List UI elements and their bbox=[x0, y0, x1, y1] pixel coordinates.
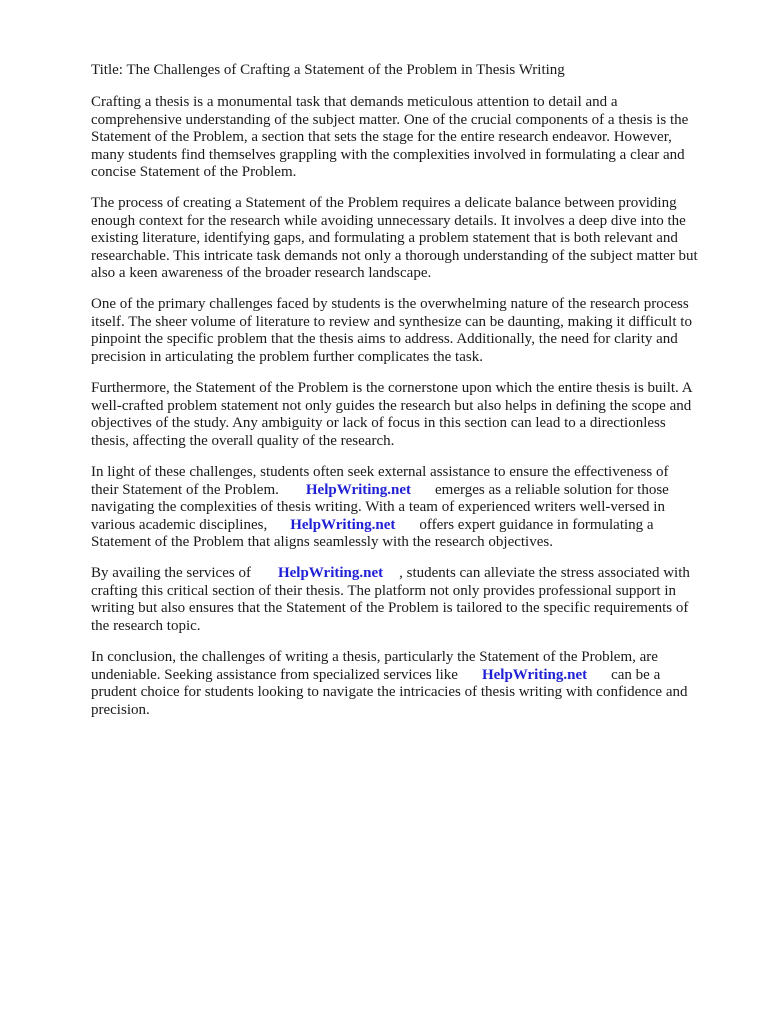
text-line: Statement of the Problem that aligns seamlessly with the research objectives. bbox=[91, 534, 553, 550]
text-line bbox=[91, 565, 727, 583]
text-line: enough context for the research while avoiding unnecessary details. It involves a deep dive into the bbox=[91, 212, 686, 229]
text-line bbox=[91, 517, 727, 535]
text-line: precision in articulating the problem further complicates the task. bbox=[91, 348, 483, 365]
text-line: Statement of the Problem, a section that sets the stage for the entire research endeavor. However, bbox=[91, 129, 672, 145]
paragraph-conclusion bbox=[91, 649, 727, 719]
helpwriting-link[interactable]: HelpWriting.net bbox=[481, 666, 588, 683]
text-segment: undeniable. Seeking assistance from specialized services like bbox=[91, 666, 458, 683]
text-segment: can be a bbox=[611, 666, 661, 683]
text-segment: offers expert guidance in formulating a bbox=[419, 516, 654, 533]
text-line: Crafting a thesis is a monumental task that demands meticulous attention to detail and a bbox=[91, 94, 618, 110]
paragraph-cornerstone bbox=[91, 380, 727, 450]
text-line bbox=[91, 482, 727, 500]
document-title bbox=[91, 62, 727, 80]
text-line: One of the primary challenges faced by students is the overwhelming nature of the research process bbox=[91, 296, 689, 312]
text-segment: , students can alleviate the stress associated with bbox=[399, 565, 690, 581]
text-line: concise Statement of the Problem. bbox=[91, 164, 297, 180]
paragraph-intro bbox=[91, 94, 727, 182]
text-line: The process of creating a Statement of the Problem requires a delicate balance between providing bbox=[91, 195, 677, 211]
paragraph-services bbox=[91, 565, 727, 635]
text-line: thesis, affecting the overall quality of the research. bbox=[91, 432, 395, 449]
text-line: precision. bbox=[91, 701, 150, 718]
text-line: In light of these challenges, students often seek external assistance to ensure the effectiveness of bbox=[91, 464, 669, 480]
text-line: pinpoint the specific problem that the thesis aims to address. Additionally, the need for clarity and bbox=[91, 331, 678, 347]
text-line: writing but also ensures that the Statement of the Problem is tailored to the specific requirements of bbox=[91, 600, 689, 616]
helpwriting-link[interactable]: HelpWriting.net bbox=[305, 481, 412, 498]
text-line: navigating the complexities of thesis writing. With a team of experienced writers well-versed in bbox=[91, 499, 665, 515]
text-line: crafting this critical section of their thesis. The platform not only provides professional support in bbox=[91, 582, 677, 599]
text-line: existing literature, identifying gaps, and formulating a problem statement that is both relevant and bbox=[91, 230, 678, 246]
text-line: itself. The sheer volume of literature to review and synthesize can be daunting, making it difficult to bbox=[91, 313, 692, 330]
text-segment: their Statement of the Problem. bbox=[91, 481, 279, 498]
text-line bbox=[91, 667, 727, 685]
text-line: comprehensive understanding of the subject matter. One of the crucial components of a thesis is the bbox=[91, 111, 689, 128]
text-line: well-crafted problem statement not only guides the research but also helps in defining the scope and bbox=[91, 397, 692, 414]
helpwriting-link[interactable]: HelpWriting.net bbox=[290, 516, 396, 533]
text-line: also a keen awareness of the broader research landscape. bbox=[91, 265, 432, 281]
text-line: objectives of the study. Any ambiguity or lack of focus in this section can lead to a directionless bbox=[91, 415, 666, 431]
helpwriting-link[interactable]: HelpWriting.net bbox=[277, 565, 384, 581]
text-line: prudent choice for students looking to navigate the intricacies of thesis writing with confidence and bbox=[91, 684, 688, 700]
text-line: Furthermore, the Statement of the Problem is the cornerstone upon which the entire thesis is built. A bbox=[91, 380, 693, 396]
text-segment: emerges as a reliable solution for those bbox=[435, 481, 669, 498]
paragraph-challenges bbox=[91, 296, 727, 366]
text-segment: By availing the services of bbox=[91, 565, 251, 581]
paragraph-process bbox=[91, 195, 727, 283]
title-line: Title: The Challenges of Crafting a Statement of the Problem in Thesis Writing bbox=[91, 62, 565, 78]
text-segment: various academic disciplines, bbox=[91, 516, 268, 533]
text-line: the research topic. bbox=[91, 617, 201, 634]
text-line: researchable. This intricate task demands not only a thorough understanding of the subject matter but bbox=[91, 247, 698, 264]
text-line: In conclusion, the challenges of writing a thesis, particularly the Statement of the Problem, are bbox=[91, 649, 658, 665]
text-line: many students find themselves grappling with the complexities involved in formulating a clear and bbox=[91, 146, 685, 163]
paragraph-assistance bbox=[91, 464, 727, 552]
